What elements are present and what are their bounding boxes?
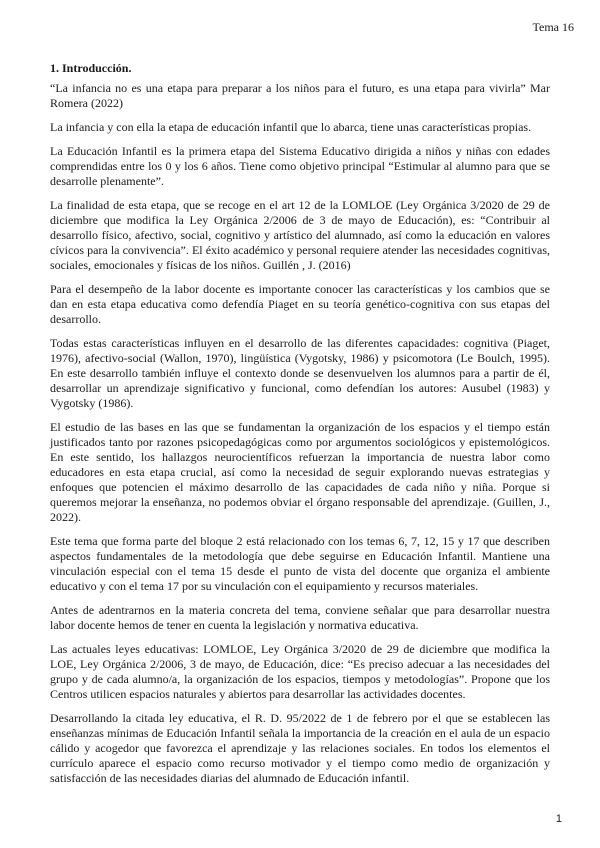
paragraph-finalidad: La finalidad de esta etapa, que se recoge en el art 12 de la LOMLOE (Ley Orgánica 3/2020 de 29 de diciembre que modifica la Ley Orgánica 2/2006 de 3 de mayo de Educación), es: “Contribuir al desarrollo físico, afectivo, social, cognitivo y artístico del alumnado, así como la educación en valores cívicos para la convivencia”. El éxito académico y personal requiere atender las necesidades cognitivas, sociales, emocionales y físicas de los niños. Guillén , J. (2016) <box>50 198 550 272</box>
paragraph-normativa: Antes de adentrarnos en la materia concreta del tema, conviene señalar que para desarrollar nuestra labor docente hemos de tener en cuenta la legislación y normativa educativa. <box>50 603 550 632</box>
paragraph-relacion-temas: Este tema que forma parte del bloque 2 está relacionado con los temas 6, 7, 12, 15 y 17 que describen aspectos fundamentales de la metodología que debe seguirse en Educación Infantil. Mantiene una vinculación especial con el tema 15 desde el punto de vista del docente que organiza el ambiente educativo y con el tema 17 por su vinculación con el equipamiento y recursos materiales. <box>50 534 550 593</box>
epigraph-quote: “La infancia no es una etapa para preparar a los niños para el futuro, es una etapa para vivirla” Mar Romera (2022) <box>50 81 550 110</box>
document-body <box>50 61 550 795</box>
running-header-title: Tema 16 <box>532 20 574 34</box>
paragraph-espacios-tiempo: El estudio de las bases en las que se fundamentan la organización de los espacios y el tiempo están justificados tanto por razones psicopedagógicas como por argumentos sociológicos y epistemológicos. En este sentido, los hallazgos neurocientíficos refuerzan la importancia de nuestra labor como educadores en esta etapa crucial, así como la necesidad de seguir explorando nuevas estrategias y enfoques que potencien el máximo desarrollo de las capacidades de cada niño y niña. Porque si queremos mejorar la enseñanza, no podemos obviar el órgano responsable del aprendizaje. (Guillen, J., 2022). <box>50 420 550 524</box>
paragraph-leyes-educativas: Las actuales leyes educativas: LOMLOE, Ley Orgánica 3/2020 de 29 de diciembre que modifica la LOE, Ley Orgánica 2/2006, 3 de mayo, de Educación, dice: “Es preciso adecuar a las necesidades del grupo y de cada alumno/a, la organización de los espacios, tiempos y metodologías”. Propone que los Centros utilicen espacios naturales y abiertos para desarrollar las actividades docentes. <box>50 642 550 701</box>
paragraph-infancia: La infancia y con ella la etapa de educación infantil que lo abarca, tiene unas características propias. <box>50 120 532 134</box>
paragraph-labor-docente: Para el desempeño de la labor docente es importante conocer las características y los cambios que se dan en esta etapa educativa como defendía Piaget en su teoría genético-cognitiva con sus etapas del desarrollo. <box>50 282 550 326</box>
paragraph-educacion-infantil: La Educación Infantil es la primera etapa del Sistema Educativo dirigida a niños y niñas con edades comprendidas entre los 0 y los 6 años. Tiene como objetivo principal “Estimular al alumno para que se desarrolle plenamente”. <box>50 144 550 188</box>
paragraph-capacidades: Todas estas características influyen en el desarrollo de las diferentes capacidades: cognitiva (Piaget, 1976), afectivo-social (Wallon, 1970), lingüística (Vygotsky, 1986) y psicomotora (Le Boulch, 1995). En este desarrollo también influye el contexto donde se desenvuelven los alumnos para a partir de él, desarrollar un aprendizaje significativo y funcional, como defendían los autores: Ausubel (1983) y Vygotsky (1986). <box>50 336 550 410</box>
section-heading: 1. Introducción. <box>50 61 132 75</box>
page-number: 1 <box>555 813 562 825</box>
paragraph-real-decreto: Desarrollando la citada ley educativa, el R. D. 95/2022 de 1 de febrero por el que se establecen las enseñanzas mínimas de Educación Infantil señala la importancia de la creación en el aula de un espacio cálido y acogedor que favorezca el aprendizaje y las relaciones sociales. En todos los elementos el currículo aparece el espacio como recurso motivador y el tiempo como medio de organización y satisfacción de las necesidades diarias del alumnado de Educación infantil. <box>50 711 550 785</box>
